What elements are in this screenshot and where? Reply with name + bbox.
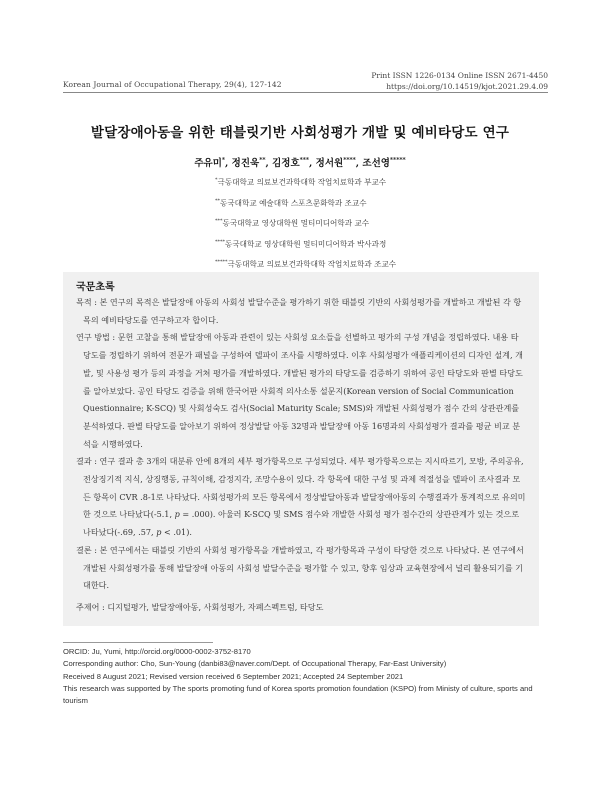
abstract-results: 결과 : 연구 결과 총 3개의 대분류 안에 8개의 세부 평가항목으로 구성되었다. 세부 평가항목으로는 지시따르기, 모방, 주의공유, 전상징기적 지식, 상징행동, 규칙이해, 감정지각, 조망수용이 있다. 각 항목에 대한 구성 및 과제 적절성을 델파이 조사결과 모든 항목이 CVR .8-1로 나타났다. 사회성평가의 모든 항목에서 정상발달아동과 발달장애아동의 수행결과가 통계적으로 유의미한 것으로 나타났다(-5.1, p = .000). 아울러 K-SCQ 및 SMS 점수와 개발한 사회성 평가 점수간의 상관관계가 있는 것으로 나타났다(-.69, .57, p < .01). (76, 456, 526, 538)
author: 주유미*, (194, 156, 232, 169)
affiliation-list (215, 171, 396, 274)
affiliation: *극동대학교 의료보건과학대학 작업치료학과 부교수 (215, 177, 387, 187)
affiliation: *****극동대학교 의료보건과학대학 작업치료학과 조교수 (215, 259, 397, 269)
footnotes (63, 646, 543, 707)
footnote-rule (63, 642, 213, 643)
author: 정진욱**, (231, 156, 273, 169)
abstract-methods: 연구 방법 : 문헌 고찰을 통해 발달장애 아동과 관련이 있는 사회성 요소들을 선별하고 평가의 구성 개념을 정립하였다. 내용 타당도를 정립하기 위하여 전문가 패널을 구성하여 델파이 조사를 시행하였다. 이후 사회성평가 애플리케이션의 디자인 설계, 개발, 및 사용성 평가 등의 과정을 거쳐 평가를 개발하였다. 개발된 평가의 타당도를 검증하기 위하여 공인 타당도와 판별 타당도를 알아보았다. 공인 타당도 검증을 위해 한국어판 사회적 의사소통 설문지(Korean version of Social Communication Questionnaire; K-SCQ) 및 사회성숙도 검사(Social Maturity Scale; SMS)와 개발된 사회성평가 점수 간의 상관관계를 분석하였다. 판별 타당도를 알아보기 위하여 정상발달 아동 32명과 발달장애 아동 16명과의 사회성평가 결과를 평균 비교 분석을 시행하였다. (76, 332, 523, 449)
abstract-body (76, 294, 526, 595)
header-rule (63, 92, 548, 93)
keywords: 주제어 : 디지털평가, 발달장애아동, 사회성평가, 자폐스펙트럼, 타당도 (76, 602, 324, 612)
abstract-conclusion: 결론 : 본 연구에서는 태블릿 기반의 사회성 평가항목을 개발하였고, 각 평가항목과 구성이 타당한 것으로 나타났다. 본 연구에서 개발된 사회성평가를 통해 발달장애 아동의 사회성 발달수준을 평가할 수 있고, 향후 임상과 교육현장에서 널리 활용되기를 기대한다. (76, 544, 524, 591)
affiliation: ***동국대학교 영상대학원 멀티미디어학과 교수 (215, 218, 370, 228)
author: 김정호***, (272, 156, 316, 169)
doi-link[interactable]: https://doi.org/10.14519/kjot.2021.29.4.09 (386, 82, 548, 91)
orcid-note[interactable]: ORCID: Ju, Yumi, http://orcid.org/0000-0002-3752-8170 (63, 647, 251, 656)
author: 정서원****, (315, 156, 363, 169)
funding-note: This research was supported by The sports promoting fund of Korea sports promotion foundation (KSPO) from Ministy of culture, sports and tourism (63, 683, 533, 706)
paper-title: 발달장애아동을 위한 태블릿기반 사회성평가 개발 및 예비타당도 연구 (90, 125, 510, 141)
issn-line: Print ISSN 1226-0134 Online ISSN 2671-4450 (371, 71, 548, 80)
author: 조선영***** (362, 156, 406, 169)
received-dates-note: Received 8 August 2021; Revised version received 6 September 2021; Accepted 24 September 2021 (63, 671, 404, 681)
author-list (0, 155, 600, 169)
affiliation: ****동국대학교 영상대학원 멀티미디어학과 박사과정 (215, 238, 387, 249)
corresponding-author-note: Corresponding author: Cho, Sun-Young (danbi83@naver.com/Dept. of Occupational Therapy, Far-East University) (63, 659, 447, 669)
affiliation: **동국대학교 예술대학 스포츠문화학과 조교수 (215, 197, 367, 208)
abstract-heading: 국문초록 (76, 282, 115, 293)
journal-citation: Korean Journal of Occupational Therapy, 29(4), 127-142 (63, 80, 282, 89)
abstract-purpose: 목적 : 본 연구의 목적은 발달장애 아동의 사회성 발달수준을 평가하기 위한 태블릿 기반의 사회성평가를 개발하고 개발된 각 항목의 예비타당도를 연구하고자 합이다. (76, 297, 522, 325)
issn-doi-block (371, 70, 548, 92)
